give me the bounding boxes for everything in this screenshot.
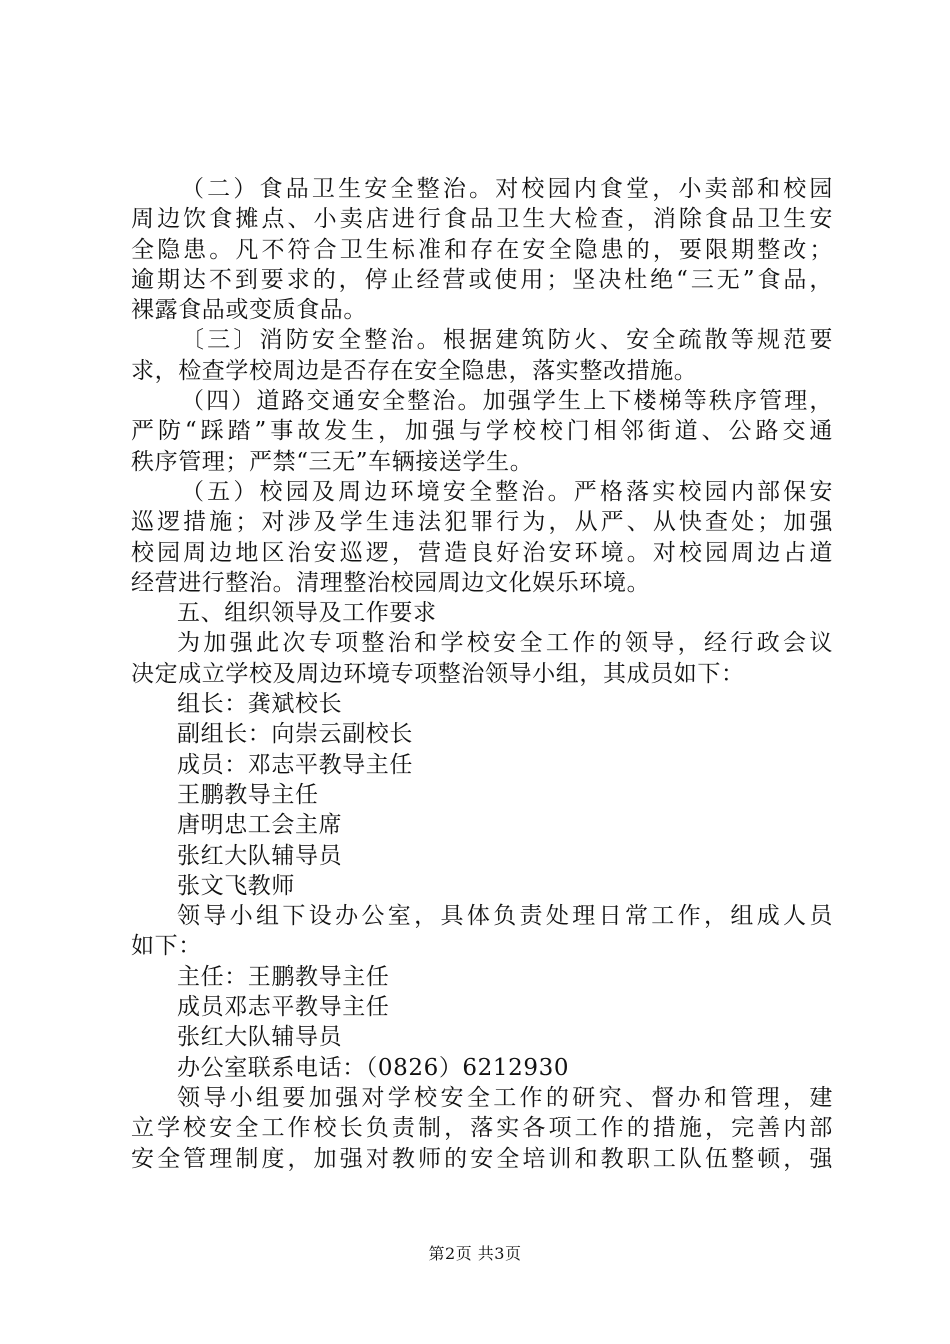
paragraph-line: 立学校安全工作校长负责制，落实各项工作的措施，完善内部 — [131, 1115, 833, 1142]
paragraph-line: 安全管理制度，加强对教师的安全培训和教职工队伍整顿，强 — [131, 1145, 833, 1172]
paragraph-line: （五）校园及周边环境安全整治。严格落实校园内部保安 — [181, 478, 833, 505]
member-line: 成员：邓志平教导主任 — [177, 751, 413, 778]
paragraph-line: （二）食品卫生安全整治。对校园内食堂，小卖部和校园 — [181, 176, 833, 202]
paragraph-line: 如下： — [131, 933, 202, 960]
document-body — [131, 174, 833, 1174]
paragraph-line: 决定成立学校及周边环境专项整治领导小组，其成员如下： — [131, 660, 745, 687]
paragraph-line: 逾期达不到要求的，停止经营或使用；坚决杜绝“三无”食品， — [131, 266, 833, 293]
member-line: 唐明忠工会主席 — [177, 812, 343, 839]
page-number-footer: 第2页 共3页 — [428, 1244, 522, 1263]
member-line: 主任：王鹏教导主任 — [177, 963, 390, 990]
paragraph-line: 校园周边地区治安巡逻，营造良好治安环境。对校园周边占道 — [131, 539, 833, 566]
paragraph-line: 全隐患。凡不符合卫生标准和存在安全隐患的，要限期整改； — [131, 236, 833, 263]
paragraph-line: （四）道路交通安全整治。加强学生上下楼梯等秩序管理， — [181, 388, 833, 415]
member-line: 组长：龚斌校长 — [177, 691, 343, 718]
member-line: 张红大队辅导员 — [177, 842, 343, 869]
paragraph-line: 巡逻措施；对涉及学生违法犯罪行为，从严、从快查处；加强 — [131, 509, 833, 536]
paragraph-line: 周边饮食摊点、小卖店进行食品卫生大检查，消除食品卫生安 — [131, 206, 833, 233]
paragraph-line: 秩序管理；严禁“三无”车辆接送学生。 — [131, 448, 534, 475]
member-line: 副组长：向崇云副校长 — [177, 721, 413, 748]
member-line: 王鹏教导主任 — [177, 781, 319, 808]
member-line: 张红大队辅导员 — [177, 1024, 343, 1051]
paragraph-line: 裸露食品或变质食品。 — [131, 297, 367, 324]
section-heading: 五、组织领导及工作要求 — [177, 600, 437, 627]
paragraph-line: 经营进行整治。清理整治校园周边文化娱乐环境。 — [131, 569, 651, 596]
paragraph-line: 严防“踩踏”事故发生，加强与学校校门相邻街道、公路交通 — [131, 418, 833, 445]
member-line: 张文飞教师 — [177, 872, 295, 899]
paragraph-line: 〔三〕消防安全整治。根据建筑防火、安全疏散等规范要 — [181, 327, 833, 354]
paragraph-line: 领导小组下设办公室，具体负责处理日常工作，组成人员 — [177, 903, 833, 930]
paragraph-line: 为加强此次专项整治和学校安全工作的领导，经行政会议 — [177, 630, 833, 657]
contact-phone-line: 办公室联系电话：（0826）6212930 — [177, 1054, 570, 1081]
paragraph-line: 求，检查学校周边是否存在安全隐患，落实整改措施。 — [131, 357, 698, 384]
member-line: 成员邓志平教导主任 — [177, 994, 390, 1021]
paragraph-line: 领导小组要加强对学校安全工作的研究、督办和管理，建 — [177, 1084, 833, 1111]
